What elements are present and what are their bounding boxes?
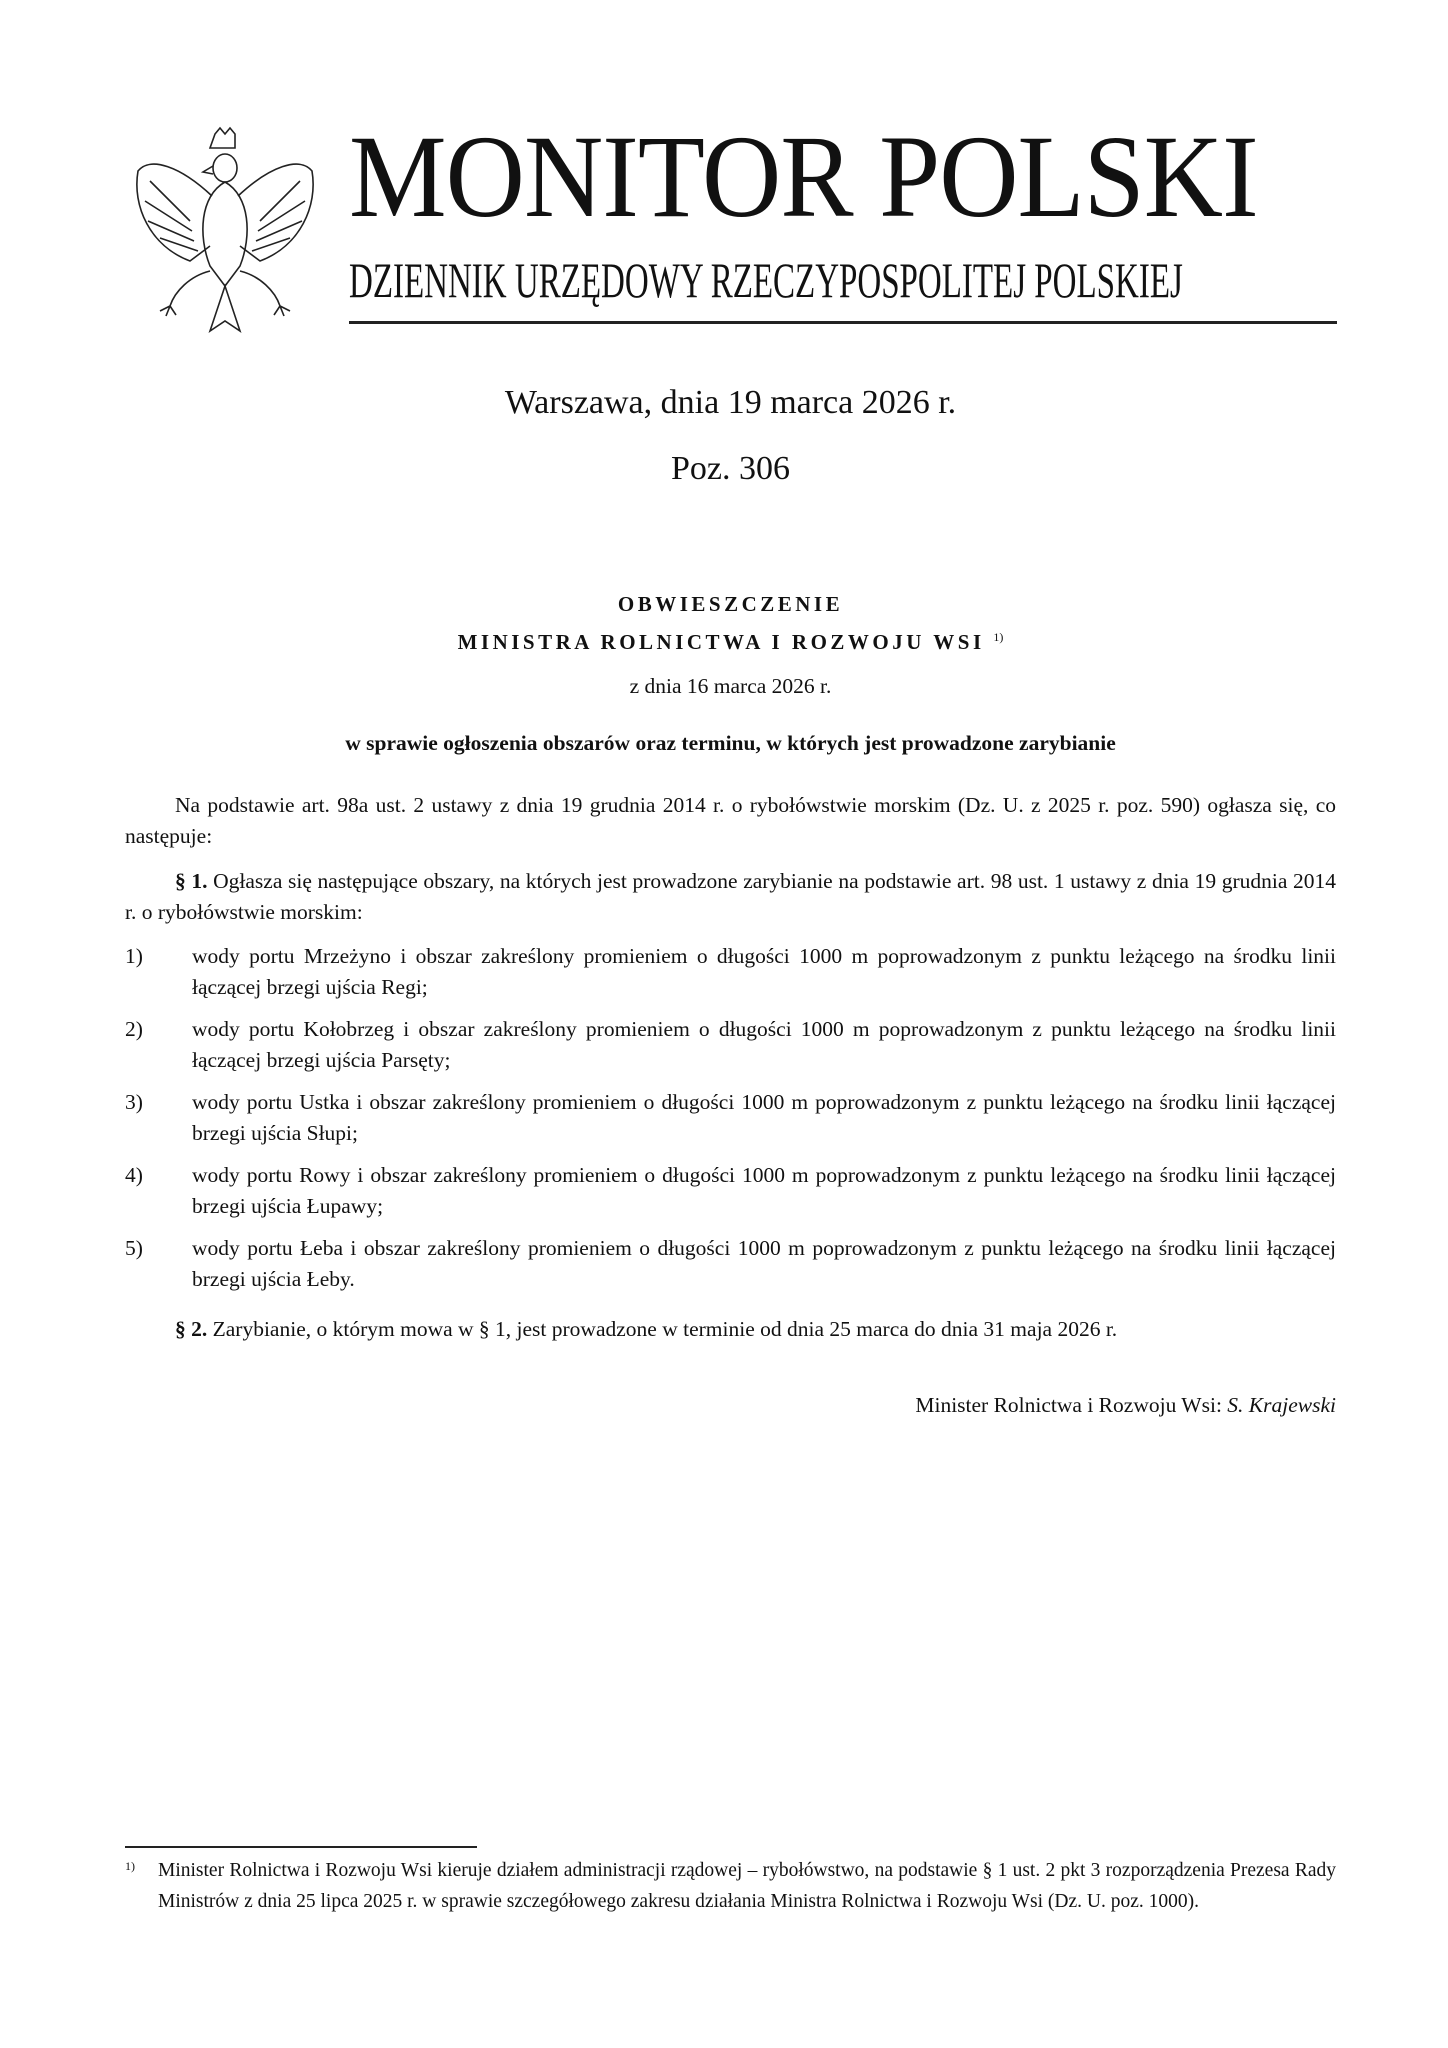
header-rule (349, 321, 1337, 324)
position-number: Poz. 306 (671, 450, 790, 487)
signature (915, 1393, 1336, 1418)
list-item (125, 1233, 1336, 1295)
section-2-text: Zarybianie, o którym mowa w § 1, jest prowadzone w terminie od dnia 25 marca do dnia 31 maja 2026 r. (207, 1317, 1118, 1341)
act-type: OBWIESZCZENIE (617, 592, 844, 616)
list-item (125, 1087, 1336, 1149)
item-text: wody portu Łeba i obszar zakreślony promieniem o długości 1000 m poprowadzonym z punktu leżącego na środku linii łączącej brzegi ujścia Łeby. (192, 1236, 1336, 1291)
signature-role: Minister Rolnictwa i Rozwoju Wsi: (915, 1393, 1228, 1417)
place-date: Warszawa, dnia 19 marca 2026 r. (504, 384, 957, 421)
list-item (125, 1160, 1336, 1222)
footnote-mark: 1) (125, 1859, 135, 1873)
footnote-text: Minister Rolnictwa i Rozwoju Wsi kieruje działem administracji rządowej – rybołówstwo, na podstawie § 1 ust. 2 pkt 3 rozporządzenia Prezesa Rady Ministrów z dnia 25 lipca 2025 r. w sprawie szczegółowego zakresu działania Ministra Rolnictwa i Rozwoju Wsi (Dz. U. poz. 1000). (158, 1860, 1336, 1912)
footnote-ref[interactable]: 1) (993, 630, 1004, 644)
item-number: 3) (125, 1090, 143, 1114)
issuer-name: MINISTRA ROLNICTWA I ROZWOJU WSI (457, 630, 985, 654)
section-1 (125, 866, 1336, 928)
footnote (125, 1855, 1336, 1917)
item-number: 2) (125, 1017, 143, 1041)
list-item (125, 1014, 1336, 1076)
item-number: 5) (125, 1236, 143, 1260)
signature-name: S. Krajewski (1227, 1393, 1336, 1417)
masthead-subtitle: DZIENNIK URZĘDOWY RZECZYPOSPOLITEJ POLSKIEJ (349, 252, 1183, 308)
act-issuer (125, 630, 1336, 655)
section-1-text: Ogłasza się następujące obszary, na których jest prowadzone zarybianie na podstawie art. 98 ust. 1 ustawy z dnia 19 grudnia 2014 r. o rybołówstwie morskim: (125, 869, 1337, 924)
act-date: z dnia 16 marca 2026 r. (629, 674, 832, 698)
footnote-rule (125, 1846, 477, 1848)
act-title: w sprawie ogłoszenia obszarów oraz terminu, w których jest prowadzone zarybianie (345, 731, 1116, 755)
list-item (125, 941, 1336, 1003)
preamble: Na podstawie art. 98a ust. 2 ustawy z dnia 19 grudnia 2014 r. o rybołówstwie morskim (Dz. U. z 2025 r. poz. 590) ogłasza się, co następuje: (125, 793, 1336, 848)
item-text: wody portu Rowy i obszar zakreślony promieniem o długości 1000 m poprowadzonym z punktu leżącego na środku linii łączącej brzegi ujścia Łupawy; (192, 1163, 1336, 1218)
item-number: 4) (125, 1163, 143, 1187)
polish-eagle-emblem-icon (130, 126, 320, 336)
section-2-label: § 2. (175, 1317, 208, 1341)
section-2 (125, 1314, 1336, 1345)
item-number: 1) (125, 944, 143, 968)
item-text: wody portu Kołobrzeg i obszar zakreślony promieniem o długości 1000 m poprowadzonym z punktu leżącego na środku linii łączącej brzegi ujścia Parsęty; (192, 1017, 1336, 1072)
section-1-label: § 1. (175, 869, 208, 893)
masthead-title: MONITOR POLSKI (349, 111, 1258, 242)
item-text: wody portu Mrzeżyno i obszar zakreślony promieniem o długości 1000 m poprowadzonym z punktu leżącego na środku linii łączącej brzegi ujścia Regi; (192, 944, 1336, 999)
item-text: wody portu Ustka i obszar zakreślony promieniem o długości 1000 m poprowadzonym z punktu leżącego na środku linii łączącej brzegi ujścia Słupi; (192, 1090, 1336, 1145)
